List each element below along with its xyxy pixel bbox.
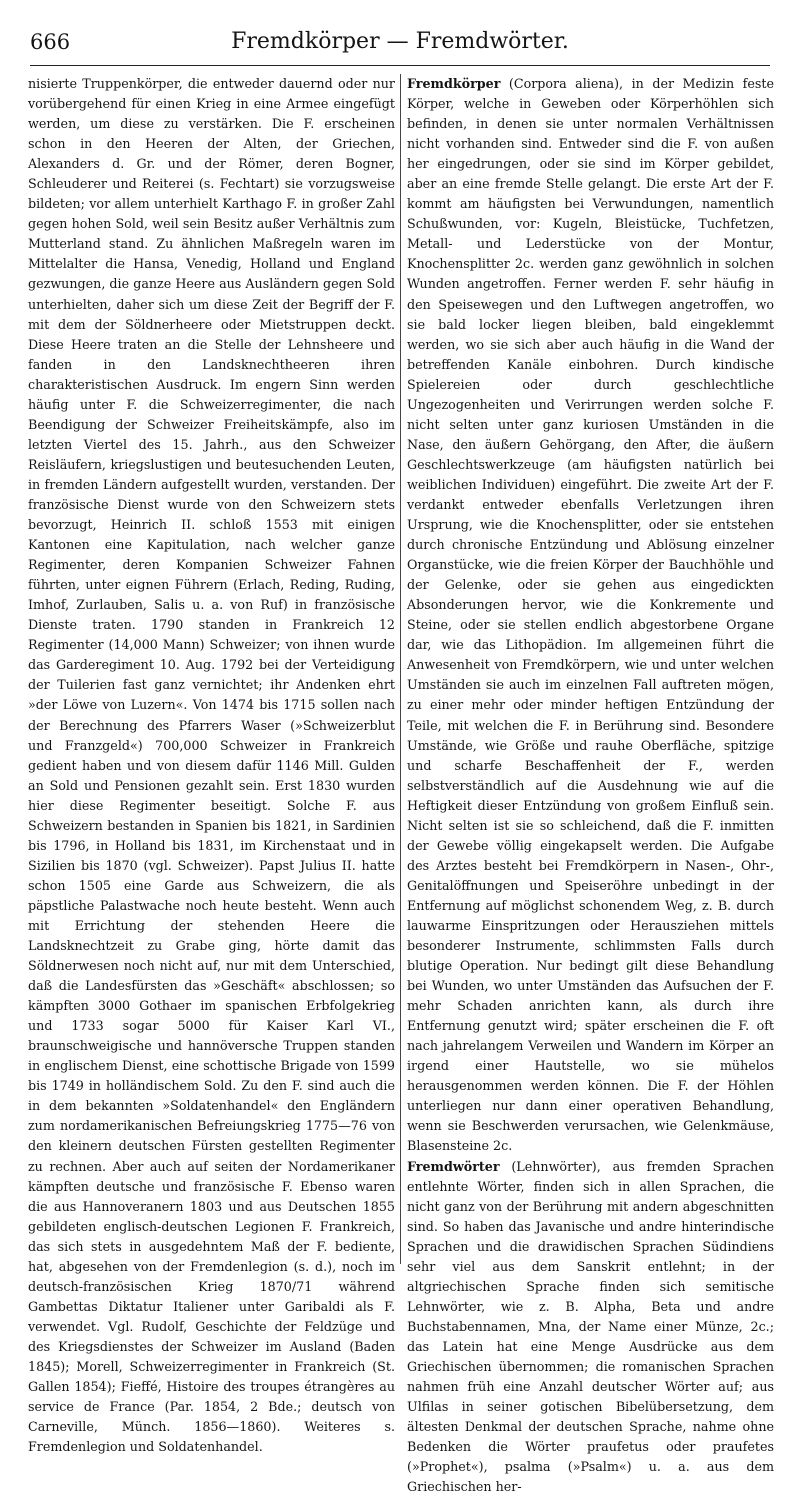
article-fremdwoerter-body: (Lehnwörter), aus fremden Sprachen entlehnte Wörter, finden sich in allen Sprachen, die nicht ganz von der Berührung mit andern abgeschnitten sind. So haben das Javanische und andre hinterindische Sprachen und die drawidischen Sprachen Südindiens sehr viel aus dem Sanskrit entlehnt; in der altgriechischen Sprache finden sich semitische Lehnwörter, wie z. B. Alpha, Beta und andre Buchstabennamen, Mna, der Name einer Münze, 2c.; das Latein hat eine Menge Ausdrücke aus dem Griechischen übernommen; die romanischen Sprachen nahmen früh eine Anzahl deutscher Wörter auf; aus Ulfilas in seiner gotischen Bibelübersetzung, dem ältesten Denkmal der deutschen Sprache, nahme ohne Bedenken die Wörter praufetus oder praufetes (»Prophet«), psalma (»Psalm«) u. a. aus dem Griechischen her-	[407, 1158, 774, 1495]
headword-fremdwoerter: Fremdwörter	[407, 1158, 500, 1174]
page-number: 666	[30, 30, 71, 54]
left-column	[28, 74, 395, 1455]
right-column	[407, 74, 774, 1495]
article-fremdtruppen-continuation: nisierte Truppenkörper, die entweder dauernd oder nur vorübergehend für einen Krieg in eine Armee eingefügt werden, um diese zu verstärken. Die F. erscheinen schon in den Heeren der Alten, der Griechen, Alexanders d. Gr. und der Römer, deren Bogner, Schleuderer und Reiterei (s. Fechtart) sie vorzugsweise bildeten; vor allem unterhielt Karthago F. in großer Zahl gegen hohen Sold, weil sein Besitz außer Verhältnis zum Mutterland stand. Zu ähnlichen Maßregeln waren im Mittelalter die Hansa, Venedig, Holland und England gezwungen, die ganze Heere aus Ausländern gegen Sold unterhielten, daher sich um diese Zeit der Begriff der F. mit dem der Söldnerheere oder Mietstruppen deckt. Diese Heere traten an die Stelle der Lehnsheere und fanden in den Landsknechtheeren ihren charakteristischen Ausdruck. Im engern Sinn werden häufig unter F. die Schweizerregimenter, die nach Beendigung der Schweizer Freiheitskämpfe, also im letzten Viertel des 15. Jahrh., aus den Schweizer Reisläufern, kriegslustigen und beutesuchenden Leuten, in fremden Ländern aufgestellt wurden, verstanden. Der französische Dienst wurde von den Schweizern stets bevorzugt, Heinrich II. schloß 1553 mit einigen Kantonen eine Kapitulation, nach welcher ganze Regimenter, deren Kompanien Schweizer Fahnen führten, unter eignen Führern (Erlach, Reding, Ruding, Imhof, Zurlauben, Salis u. a. von Ruf) in französische Dienste traten. 1790 standen in Frankreich 12 Regimenter (14,000 Mann) Schweizer; von ihnen wurde das Garderegiment 10. Aug. 1792 bei der Verteidigung der Tuilerien fast ganz vernichtet; ihr Andenken ehrt »der Löwe von Luzern«. Von 1474 bis 1715 sollen nach der Berechnung des Pfarrers Waser (»Schweizerblut und Franzgeld«) 700,000 Schweizer in Frankreich gedient haben und von diesem dafür 1146 Mill. Gulden an Sold und Pensionen gezahlt sein. Erst 1830 wurden hier diese Regimenter beseitigt. Solche F. aus Schweizern bestanden in Spanien bis 1821, in Sardinien bis 1796, in Holland bis 1831, im Kirchenstaat und in Sizilien bis 1870 (vgl. Schweizer). Papst Julius II. hatte schon 1505 eine Garde aus Schweizern, die als päpstliche Palastwache noch heute besteht. Wenn auch mit Errichtung der stehenden Heere die Landsknechtzeit zu Grabe ging, hörte damit das Söldnerwesen noch nicht auf, nur mit dem Unterschied, daß die Landesfürsten das »Geschäft« abschlossen; so kämpften 3000 Gothaer im spanischen Erbfolgekrieg und 1733 sogar 5000 für Kaiser Karl VI., braunschweigische und hannöversche Truppen standen in englischem Dienst, eine schottische Brigade von 1599 bis 1749 in holländischem Sold. Zu den F. sind auch die in dem bekannten »Soldatenhandel« den Engländern zum nordamerikanischen Befreiungskrieg 1775—76 von den kleinern deutschen Fürsten gestellten Regimenter zu rechnen. Aber auch auf seiten der Nordamerikaner kämpften deutsche und französische F. Ebenso waren die aus Hannoveranern 1803 und aus Deutschen 1855 gebildeten englisch-deutschen Legionen F. Frankreich, das sich stets in ausgedehntem Maß der F. bediente, hat, abgesehen von der Fremdenlegion (s. d.), noch im deutsch-französischen Krieg 1870/71 während Gambettas Diktatur Italiener unter Garibaldi als F. verwendet. Vgl. Rudolf, Geschichte der Feldzüge und des Kriegsdienstes der Schweizer im Ausland (Baden 1845); Morell, Schweizerregimenter in Frankreich (St. Gallen 1854); Fieffé, Histoire des troupes étrangères au service de France (Par. 1854, 2 Bde.; deutsch von Carneville, Münch. 1856—1860). Weiteres s. Fremdenlegion und Soldatenhandel.	[28, 76, 395, 1455]
column-divider	[400, 74, 401, 1264]
article-fremdwoerter	[407, 1157, 774, 1497]
header-rule	[30, 65, 770, 66]
page-header	[30, 22, 770, 66]
running-title: Fremdkörper — Fremdwörter.	[231, 29, 569, 54]
article-fremdkoerper	[407, 74, 774, 1157]
article-fremdkoerper-body: (Corpora aliena), in der Medizin feste Körper, welche in Geweben oder Körperhöhlen sich befinden, in denen sie unter normalen Verhältnissen nicht vorhanden sind. Entweder sind die F. von außen her eingedrungen, oder sie sind im Körper gebildet, aber an eine fremde Stelle gelangt. Die erste Art der F. kommt am häufigsten bei Verwundungen, namentlich Schußwunden, vor: Kugeln, Bleistücke, Tuchfetzen, Metall- und Lederstücke von der Montur, Knochensplitter 2c. werden ganz gewöhnlich in solchen Wunden angetroffen. Ferner werden F. sehr häufig in den Speisewegen und den Luftwegen angetroffen, wo sie bald locker liegen bleiben, bald eingeklemmt werden, wo sie sich aber auch häufig in die Wand der betreffenden Kanäle einbohren. Durch kindische Spielereien oder durch geschlechtliche Ungezogenheiten und Verirrungen werden solche F. nicht selten unter ganz kuriosen Umständen in die Nase, den äußern Gehörgang, den After, die äußern Geschlechtswerkzeuge (am häufigsten natürlich bei weiblichen Individuen) eingeführt. Die zweite Art der F. verdankt entweder ebenfalls Verletzungen ihren Ursprung, wie die Knochensplitter, oder sie entstehen durch chronische Entzündung und Ablösung einzelner Organstücke, wie die freien Körper der Bauchhöhle und der Gelenke, oder sie gehen aus eingedickten Absonderungen hervor, wie die Konkremente und Steine, oder sie stellen endlich abgestorbene Organe dar, wie das Lithopädion. Im allgemeinen führt die Anwesenheit von Fremdkörpern, wie und unter welchen Umständen sie auch im einzelnen Fall auftreten mögen, zu einer mehr oder minder heftigen Entzündung der Teile, mit welchen die F. in Berührung sind. Besondere Umstände, wie Größe und rauhe Oberfläche, spitzige und scharfe Beschaffenheit der F., werden selbstverständlich auf die Ausdehnung wie auf die Heftigkeit dieser Entzündung von großem Einfluß sein. Nicht selten ist sie so schleichend, daß die F. inmitten der Gewebe völlig eingekapselt werden. Die Aufgabe des Arztes besteht bei Fremdkörpern in Nasen-, Ohr-, Genitalöffnungen und Speiseröhre unbedingt in der Entfernung auf möglichst schonendem Weg, z. B. durch lauwarme Einspritzungen oder Herausziehen mittels besonderer Instrumente, schlimmsten Falls durch blutige Operation. Nur bedingt gilt diese Behandlung bei Wunden, wo unter Umständen das Aufsuchen der F. mehr Schaden anrichten kann, als durch ihre Entfernung genutzt wird; später erscheinen die F. oft nach jahrelangem Verweilen und Wandern im Körper an irgend einer Hautstelle, wo sie mühelos herausgenommen werden können. Die F. der Höhlen unterliegen nur dann einer operativen Behandlung, wenn sie Beschwerden verursachen, wie Gelenkmäuse, Blasensteine 2c.	[407, 76, 774, 1154]
headword-fremdkoerper: Fremdkörper	[407, 76, 501, 91]
